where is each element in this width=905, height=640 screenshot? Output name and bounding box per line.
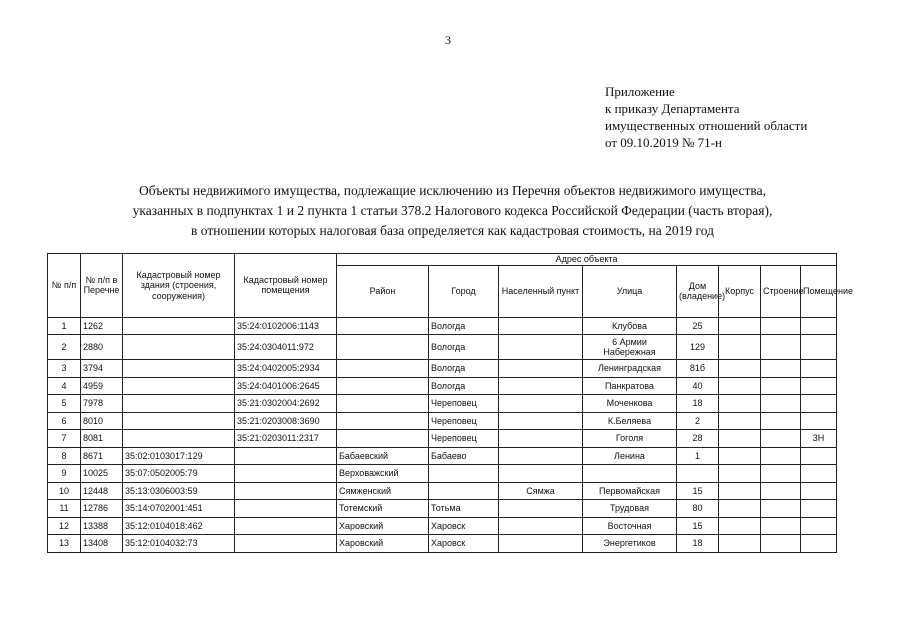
cell-num: 2	[48, 335, 81, 360]
cell-building	[123, 395, 235, 413]
cell-building: 35:02:0103017:129	[123, 447, 235, 465]
cell-perechen: 2880	[81, 335, 123, 360]
table-row	[48, 360, 837, 378]
cell-perechen: 12786	[81, 500, 123, 518]
table-row	[48, 317, 837, 335]
table-row	[48, 500, 837, 518]
cell-pomeshchenie	[801, 517, 837, 535]
cell-room	[235, 517, 337, 535]
header-street: Улица	[583, 265, 677, 317]
cell-stroenie	[761, 447, 801, 465]
cell-pomeshchenie	[801, 500, 837, 518]
header-room-cadastral: Кадастровый номер помещения	[235, 254, 337, 318]
cell-district: Харовский	[337, 517, 429, 535]
header-address: Адрес объекта	[337, 254, 837, 266]
cell-city: Харовск	[429, 517, 499, 535]
table-row	[48, 335, 837, 360]
cell-stroenie	[761, 317, 801, 335]
cell-pomeshchenie: 3Н	[801, 430, 837, 448]
header-num: № п/п	[48, 254, 81, 318]
header-stroenie: Строение	[761, 265, 801, 317]
cell-district	[337, 317, 429, 335]
title-line: указанных в подпунктах 1 и 2 пункта 1 статьи 378.2 Налогового кодекса Российской Федерации (часть вторая),	[132, 203, 773, 218]
cell-house	[677, 465, 719, 483]
table-row	[48, 395, 837, 413]
cell-korpus	[719, 500, 761, 518]
cell-pomeshchenie	[801, 412, 837, 430]
page-number: 3	[445, 33, 451, 47]
cell-korpus	[719, 335, 761, 360]
cell-num: 1	[48, 317, 81, 335]
title-line: Объекты недвижимого имущества, подлежащие исключению из Перечня объектов недвижимого имущества,	[139, 183, 766, 198]
cell-korpus	[719, 317, 761, 335]
cell-korpus	[719, 360, 761, 378]
cell-stroenie	[761, 377, 801, 395]
cell-settlement	[499, 465, 583, 483]
cell-house: 25	[677, 317, 719, 335]
table-row	[48, 377, 837, 395]
header-building-cadastral: Кадастровый номер здания (строения, сооружения)	[123, 254, 235, 318]
cell-pomeshchenie	[801, 465, 837, 483]
cell-perechen: 10025	[81, 465, 123, 483]
cell-house: 2	[677, 412, 719, 430]
cell-district: Бабаевский	[337, 447, 429, 465]
cell-settlement	[499, 430, 583, 448]
cell-pomeshchenie	[801, 482, 837, 500]
cell-stroenie	[761, 482, 801, 500]
table-row	[48, 447, 837, 465]
cell-pomeshchenie	[801, 377, 837, 395]
cell-settlement	[499, 517, 583, 535]
cell-city: Вологда	[429, 317, 499, 335]
cell-settlement	[499, 335, 583, 360]
cell-city: Тотьма	[429, 500, 499, 518]
cell-building: 35:12:0104018:462	[123, 517, 235, 535]
cell-room: 35:24:0401006:2645	[235, 377, 337, 395]
cell-stroenie	[761, 465, 801, 483]
cell-perechen: 8671	[81, 447, 123, 465]
cell-house: 18	[677, 535, 719, 553]
cell-house: 129	[677, 335, 719, 360]
cell-district: Верховажский	[337, 465, 429, 483]
cell-perechen: 8081	[81, 430, 123, 448]
appendix-line: имущественных отношений области	[605, 118, 808, 133]
cell-district: Сямженский	[337, 482, 429, 500]
cell-room	[235, 482, 337, 500]
cell-stroenie	[761, 500, 801, 518]
table-row	[48, 412, 837, 430]
cell-pomeshchenie	[801, 335, 837, 360]
cell-stroenie	[761, 335, 801, 360]
cell-city: Бабаево	[429, 447, 499, 465]
cell-city	[429, 465, 499, 483]
cell-room	[235, 465, 337, 483]
header-house: Дом (владение)	[677, 265, 719, 317]
cell-district	[337, 335, 429, 360]
cell-settlement	[499, 412, 583, 430]
cell-settlement	[499, 360, 583, 378]
cell-street: Трудовая	[583, 500, 677, 518]
cell-city: Вологда	[429, 377, 499, 395]
cell-settlement	[499, 317, 583, 335]
cell-perechen: 8010	[81, 412, 123, 430]
cell-stroenie	[761, 430, 801, 448]
cell-street: Восточная	[583, 517, 677, 535]
cell-korpus	[719, 430, 761, 448]
cell-district: Тотемский	[337, 500, 429, 518]
cell-room: 35:21:0302004:2692	[235, 395, 337, 413]
cell-district	[337, 395, 429, 413]
cell-building	[123, 377, 235, 395]
cell-num: 7	[48, 430, 81, 448]
cell-city: Череповец	[429, 430, 499, 448]
cell-district	[337, 360, 429, 378]
cell-building: 35:07:0502005:79	[123, 465, 235, 483]
cell-korpus	[719, 465, 761, 483]
cell-num: 8	[48, 447, 81, 465]
table-row	[48, 430, 837, 448]
cell-pomeshchenie	[801, 447, 837, 465]
cell-korpus	[719, 412, 761, 430]
cell-korpus	[719, 395, 761, 413]
header-settlement: Населенный пункт	[499, 265, 583, 317]
cell-city: Череповец	[429, 395, 499, 413]
appendix-line: к приказу Департамента	[605, 101, 740, 116]
cell-street: Энергетиков	[583, 535, 677, 553]
cell-stroenie	[761, 535, 801, 553]
cell-street: Гоголя	[583, 430, 677, 448]
header-city: Город	[429, 265, 499, 317]
cell-district	[337, 430, 429, 448]
cell-perechen: 1262	[81, 317, 123, 335]
cell-settlement	[499, 395, 583, 413]
cell-street: Клубова	[583, 317, 677, 335]
cell-korpus	[719, 535, 761, 553]
document-title	[40, 181, 865, 241]
cell-num: 13	[48, 535, 81, 553]
cell-room: 35:24:0304011:972	[235, 335, 337, 360]
cell-num: 9	[48, 465, 81, 483]
header-district: Район	[337, 265, 429, 317]
cell-building	[123, 412, 235, 430]
cell-district	[337, 412, 429, 430]
cell-korpus	[719, 447, 761, 465]
cell-city: Харовск	[429, 535, 499, 553]
cell-house: 28	[677, 430, 719, 448]
table-row	[48, 465, 837, 483]
cell-house: 81б	[677, 360, 719, 378]
cell-settlement	[499, 377, 583, 395]
cell-settlement	[499, 535, 583, 553]
cell-city: Вологда	[429, 360, 499, 378]
cell-street: Первомайская	[583, 482, 677, 500]
cell-korpus	[719, 482, 761, 500]
cell-num: 6	[48, 412, 81, 430]
cell-korpus	[719, 517, 761, 535]
cell-korpus	[719, 377, 761, 395]
cell-num: 12	[48, 517, 81, 535]
cell-room: 35:24:0102006:1143	[235, 317, 337, 335]
cell-perechen: 7978	[81, 395, 123, 413]
cell-perechen: 13408	[81, 535, 123, 553]
appendix-line: Приложение	[605, 84, 675, 99]
cell-num: 5	[48, 395, 81, 413]
cell-pomeshchenie	[801, 317, 837, 335]
cell-building	[123, 430, 235, 448]
cell-street: К.Беляева	[583, 412, 677, 430]
cell-city: Череповец	[429, 412, 499, 430]
cell-pomeshchenie	[801, 395, 837, 413]
cell-num: 10	[48, 482, 81, 500]
cell-perechen: 3794	[81, 360, 123, 378]
cell-room	[235, 535, 337, 553]
appendix-line: от 09.10.2019 № 71-н	[605, 135, 722, 150]
cell-num: 4	[48, 377, 81, 395]
cell-city	[429, 482, 499, 500]
cell-house: 1	[677, 447, 719, 465]
cell-pomeshchenie	[801, 535, 837, 553]
header-korpus: Корпус	[719, 265, 761, 317]
cell-district	[337, 377, 429, 395]
cell-pomeshchenie	[801, 360, 837, 378]
cell-room: 35:24:0402005:2934	[235, 360, 337, 378]
cell-house: 15	[677, 482, 719, 500]
cell-perechen: 4959	[81, 377, 123, 395]
table-row	[48, 482, 837, 500]
cell-building	[123, 360, 235, 378]
cell-building: 35:14:0702001:451	[123, 500, 235, 518]
cell-house: 80	[677, 500, 719, 518]
cell-room: 35:21:0203011:2317	[235, 430, 337, 448]
cell-house: 40	[677, 377, 719, 395]
cell-num: 3	[48, 360, 81, 378]
cell-street: Моченкова	[583, 395, 677, 413]
cell-perechen: 12448	[81, 482, 123, 500]
cell-street	[583, 465, 677, 483]
cell-stroenie	[761, 517, 801, 535]
cell-stroenie	[761, 360, 801, 378]
appendix-block	[605, 83, 807, 151]
cell-stroenie	[761, 395, 801, 413]
cell-street: Ленина	[583, 447, 677, 465]
table-row	[48, 517, 837, 535]
cell-street: 6 Армии Набережная	[583, 335, 677, 360]
header-pomeshchenie: Помещение	[801, 265, 837, 317]
header-perechen: № п/п в Перечне	[81, 254, 123, 318]
cell-building: 35:12:0104032:73	[123, 535, 235, 553]
cell-room: 35:21:0203008:3690	[235, 412, 337, 430]
cell-city: Вологда	[429, 335, 499, 360]
table-row	[48, 535, 837, 553]
cell-perechen: 13388	[81, 517, 123, 535]
cell-stroenie	[761, 412, 801, 430]
cell-room	[235, 447, 337, 465]
cell-street: Панкратова	[583, 377, 677, 395]
cell-district: Харовский	[337, 535, 429, 553]
title-line: в отношении которых налоговая база определяется как кадастровая стоимость, на 2019 год	[191, 223, 714, 238]
cell-building	[123, 317, 235, 335]
cell-building	[123, 335, 235, 360]
cell-settlement	[499, 447, 583, 465]
cell-house: 18	[677, 395, 719, 413]
cell-street: Ленинградская	[583, 360, 677, 378]
cell-settlement: Сямжа	[499, 482, 583, 500]
cell-num: 11	[48, 500, 81, 518]
cell-settlement	[499, 500, 583, 518]
cell-building: 35:13:0306003:59	[123, 482, 235, 500]
cell-room	[235, 500, 337, 518]
objects-table	[47, 253, 853, 553]
cell-house: 15	[677, 517, 719, 535]
